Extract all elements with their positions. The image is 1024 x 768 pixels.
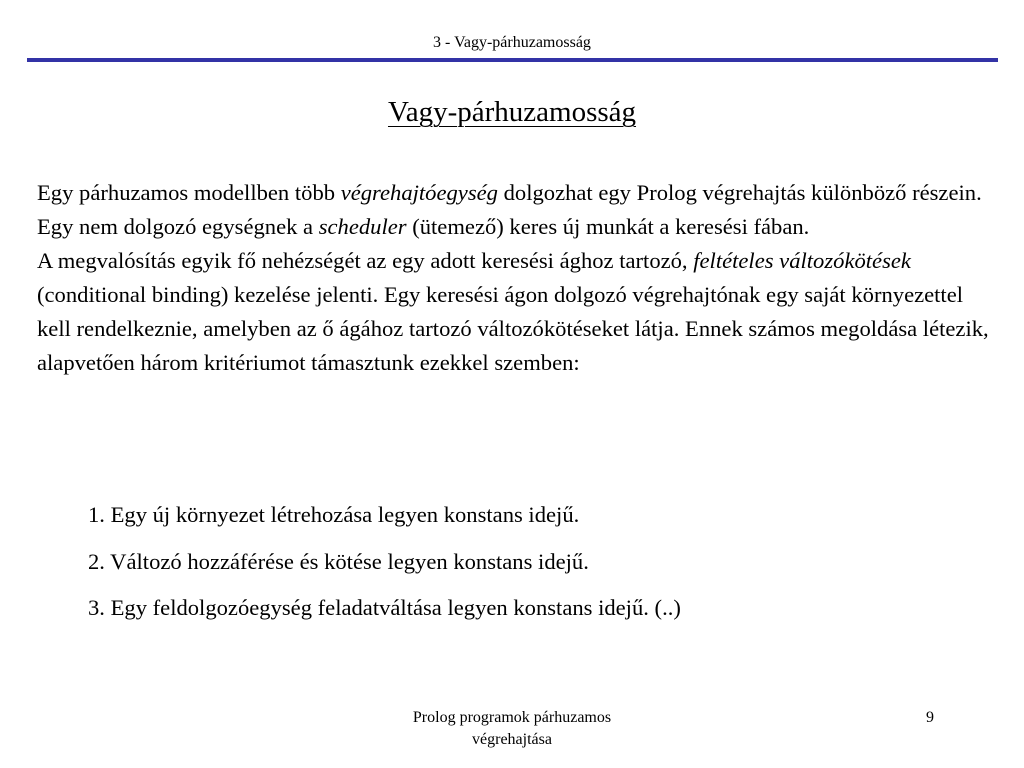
paragraph-bindings-text-1: A megvalósítás egyik fő nehézségét az egy adott keresési ághoz tartozó, [37, 248, 694, 273]
paragraph-intro-text-2: dolgozhat egy Prolog végrehajtás különböző részein. Egy nem dolgozó egységnek a [37, 180, 982, 239]
header-rule [27, 58, 998, 62]
paragraph-bindings-italic-1: feltételes változókötések [693, 248, 911, 273]
slide-title: Vagy-párhuzamosság [387, 96, 637, 128]
paragraph-bindings [37, 244, 997, 380]
footer-title-line-2: végrehajtása [472, 731, 552, 748]
paragraph-bindings-text-2: (conditional binding) kezelése jelenti. Egy keresési ágon dolgozó végrehajtónak egy saját környezettel kell rendelkeznie, amelyben az ő ágához tartozó változókötéseket látja. Ennek számos megoldása létezik, alapvetően három kritériumot támasztunk ezekkel szemben: [37, 282, 989, 375]
body-text [37, 176, 997, 380]
criteria-item-2: 2. Változó hozzáférése és kötése legyen konstans idejű. [88, 548, 589, 574]
criteria-item-1: 1. Egy új környezet létrehozása legyen konstans idejű. [88, 502, 580, 527]
paragraph-intro-italic-2: scheduler [318, 214, 407, 239]
footer-title-line-1: Prolog programok párhuzamos [412, 709, 612, 726]
paragraph-intro-text-1: Egy párhuzamos modellben több [37, 180, 341, 205]
page-number: 9 [926, 709, 934, 726]
paragraph-intro-text-3: (ütemező) keres új munkát a keresési fában. [406, 214, 810, 239]
paragraph-intro [37, 176, 997, 244]
slide-header: 3 - Vagy-párhuzamosság [433, 34, 591, 51]
criteria-list [88, 500, 988, 640]
paragraph-intro-italic-1: végrehajtóegység [340, 180, 498, 205]
criteria-item-3: 3. Egy feldolgozóegység feladatváltása legyen konstans idejű. (..) [88, 595, 681, 620]
footer-title [362, 707, 662, 751]
